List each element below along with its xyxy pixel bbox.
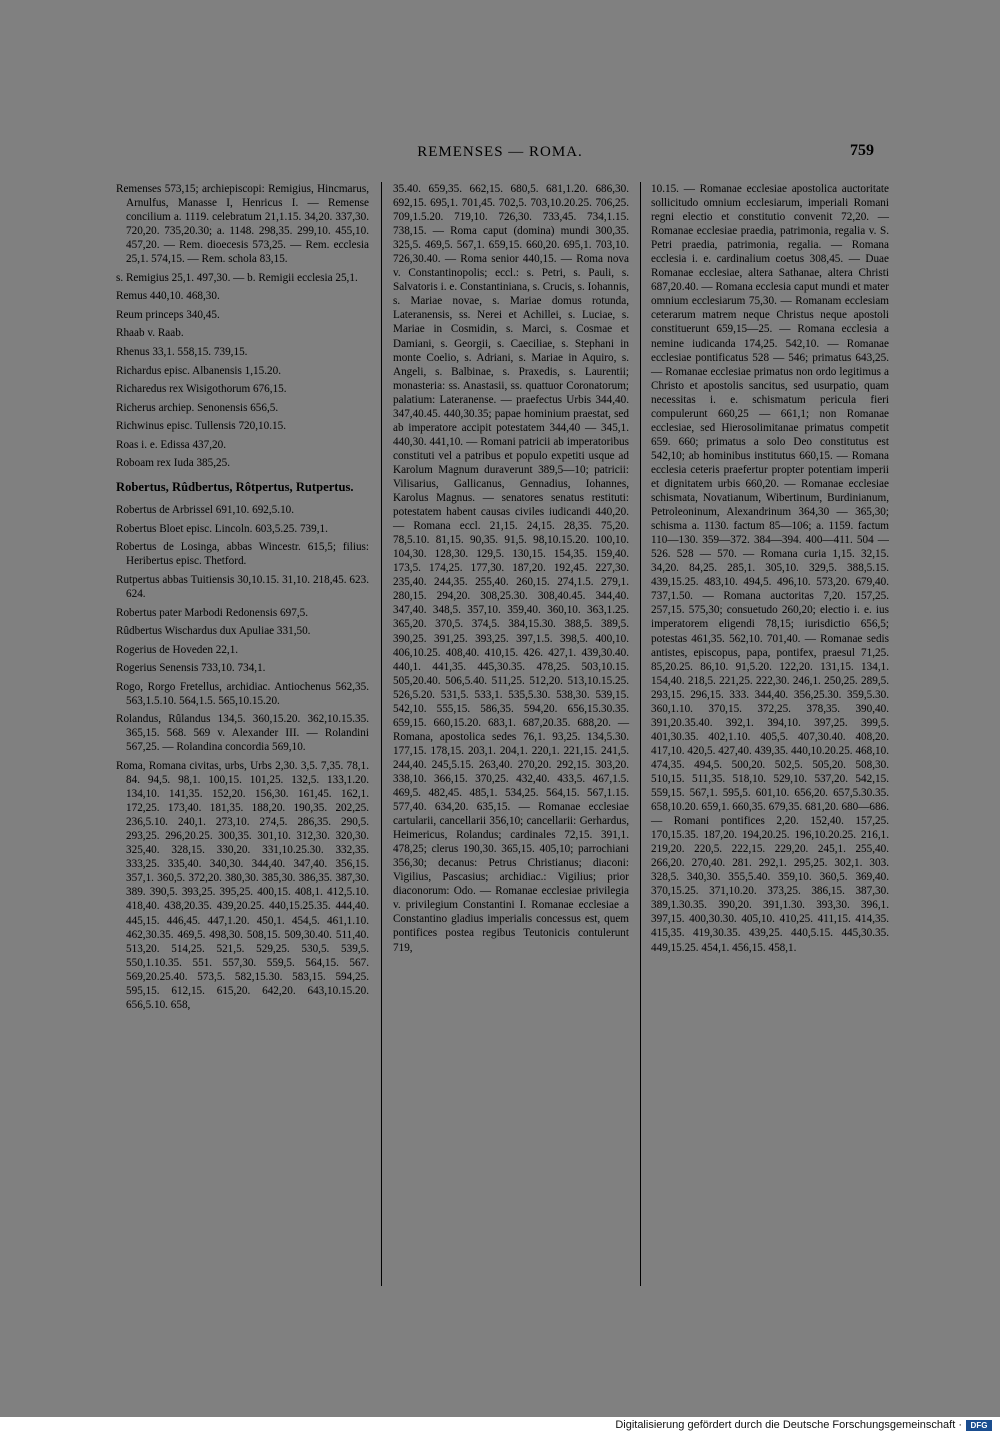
index-entry: Roas i. e. Edissa 437,20. [116,438,227,451]
index-entry: s. Remigius 25,1. 497,30. — b. Remigii ecclesia 25,1. [116,271,358,284]
index-entry: 35.40. 659,35. 662,15. 680,5. 681,1.20. 686,30. 692,15. 695,1. 701,45. 702,5. 703,10.20.25. 706,25. 709,1.5.20. 719,10. 726,30. 733,45. 734,1.15. 738,15. — Roma caput (domina) mundi 300,35. 325,5. 469,5. 567,1. 659,15. 660,20. 695,1. 703,10. 726,30.40. — Roma senior 440,15. — Roma nova v. Constantinopolis; eccl.: s. Petri, s. Pauli, s. Salvatoris i. e. Constantiniana, s. Crucis, s. Iohannis, s. Mariae novae, s. Mariae domus rotunda, Lateranensis, ss. Nerei et Achillei, s. Luciae, s. Mariae in Cosmidin, s. Marci, s. Cosmae et Damiani, s. Georgii, s. Caeciliae, s. Stephani in monte Coelio, s. Adriani, s. Mariae in Aquiro, s. Angeli, s. Balbinae, s. Praxedis, s. Laurentii; monasteria: ss. Anastasii, ss. quattuor Coronatorum; palatium: Lateranense. — praefectus Urbis 344,40. 347,40.45. 440,30.35; papae hominium praestat, sed ab imperatore accipit potestatem 344,40 — 345,1. 440,30. 441,10. — Romani patricii ab imperatoribus constituti vel a patribus et populo expetiti usque ad Karolum Magnum duraverunt 389,5—10; patricii: Vilisarius, Gallicanus, Gennadius, Iohannes, Karolus Magnus. — senatores senatus restituti: potestatem habent causas civiles iudicandi 440,20. — Romana eccl. 21,15. 24,15. 28,35. 75,20. 78,5.10. 81,15. 90,35. 91,5. 98,10.15.20. 100,10. 104,30. 128,30. 129,5. 130,15. 154,35. 159,40. 173,5. 174,25. 177,30. 187,20. 192,45. 227,30. 235,40. 244,35. 255,40. 260,15. 274,1.5. 279,1. 280,15. 294,20. 308,25.30. 308,40.45. 344,40. 347,40. 348,5. 357,10. 359,40. 360,10. 363,1.25. 365,20. 370,5. 374,5. 384,15.30. 388,5. 389,5. 390,25. 391,25. 393,25. 397,1.5. 398,5. 400,10. 406,10.25. 408,40. 410,15. 426. 427,1. 439,30.40. 440,1. 441,35. 445,30.35. 478,25. 503,10.15. 505,20.40. 506,5.40. 511,25. 512,20. 513,10.15.25. 526,5.20. 531,5. 533,1. 535,5.30. 538,30. 539,15. 542,10. 555,15. 586,35. 594,20. 656,15.30.35. 659,15. 660,15.20. 683,1. 687,20.35. 688,20. — Romana, apostolica sedes 76,1. 93,25. 134,5.30. 177,15. 178,15. 203,1. 204,1. 220,1. 221,15. 241,5. 244,40. 245,5.15. 263,40. 270,20. 292,15. 303,20. 338,10. 366,15. 370,25. 432,40. 433,5. 467,1.5. 469,5. 482,45. 485,1. 534,25. 564,15. 567,1.15. 577,40. 634,20. 635,15. — Romanae ecclesiae cartularii, cancellarii 356,10; cancellarii: Gerhardus, Heimericus, Rolandus; cardinales 72,15. 391,1. 478,25; clerus 190,30. 365,15. 405,10; parrochiani 356,30; decanus: Petrus Christianus; diaconi: Vigilius, Pascasius; archidiac.: Vigilius; prior diaconorum: Odo. — Romanae ecclesiae privilegia v. privilegium Constantini I. Romanae ecclesiae a Constantino gladius imperialis concessus est, quem pontifices postea regibus Teutonicis contulerunt 719, [393,183,629,954]
index-heading: Robertus, Rûdbertus, Rôtpertus, Rutpertus. [116,480,354,495]
index-entry: Richwinus episc. Tullensis 720,10.15. [116,420,287,433]
dfg-logo-icon: DFG [966,1420,992,1431]
index-entry: Remenses 573,15; archiepiscopi: Remigius, Hincmarus, Arnulfus, Manasse I, Henricus I. — Remense concilium a. 1119. celebratum 21,1.15. 34,20. 337,30. 720,20. 735,20.30; a. 1148. 298,35. 299,10. 455,10. 457,20. — Rem. dioecesis 573,25. — Rem. ecclesia 25,1. 574,15. — Rem. schola 83,15. [116,183,369,266]
index-entry: Richaredus rex Wisigothorum 676,15. [116,383,287,396]
index-entry: Richardus episc. Albanensis 1,15.20. [116,364,281,377]
index-entry: Rhaab v. Raab. [116,327,184,340]
index-entry: Roboam rex Iuda 385,25. [116,457,231,470]
index-column-middle [393,182,629,955]
index-entry: Rogerius de Hoveden 22,1. [116,643,239,656]
index-entry: 10.15. — Romanae ecclesiae apostolica auctoritate sollicitudo omnium ecclesiarum, imperiali Romani regni electio et constitutio convenit 72,20. — Romanae ecclesiae praedia, patrimonia, regalia v. S. Petri praedia, patrimonia, regalia. — Romana ecclesia i. e. cardinalium coetus 308,45. — Duae Romanae ecclesiae, altera Sathanae, altera Christi 687,20.40. — Romana ecclesia caput mundi et mater omnium ecclesiarum 75,30. — Romanam ecclesiam ceterarum matrem neque Christus neque apostoli constituerunt 659,15—25. — Romana ecclesia a nemine iudicanda 174,25. 542,10. — Romanae ecclesiae pontificatus 528 — 546; primatus 643,25. — Romanae ecclesiae primatus non ordo legitimus a Christo et apostolis sancitus, sed usurpatio, quam necessitas i. e. schismatum pericula fieri compulerunt 660,25 — 661,1; non Romanae ecclesiae, sed Hierosolimitanae primatus competit 659. 660; primatus a solo Deo constitutus est 542,10; ab hominibus institutus 660,15. — Romana ecclesia ceteris praefertur propter potentiam imperii et dignitatem urbis 660,20. — Romanae ecclesiae schismata, Novatianum, Wibertinum, Burdinianum, Petroleoninum, Alexandrinum 364,30 — 365,30; schisma a. 1130. factum 85—106; a. 1159. factum 110—130. 359—372. 384—394. 400—411. 504 — 526. 528 — 570. — Romana curia 1,15. 32,15. 34,20. 84,25. 285,1. 305,10. 329,5. 388,5.15. 439,15.25. 483,10. 494,5. 496,10. 573,20. 679,40. 737,1.50. — Romana auctoritas 7,20. 157,25. 257,15. 575,30; consuetudo 260,20; electio i. e. ius imperatorem eligendi 78,15; iurisdictio 656,5; potestas 461,35. 562,10. 701,40. — Romanae sedis antistes, episcopus, papa, pontifex, praesul 71,25. 85,20.25. 86,10. 91,5.20. 122,20. 131,15. 134,1. 154,40. 218,5. 221,25. 222,30. 246,1. 250,25. 289,5. 293,15. 296,15. 333. 344,40. 356,25.30. 359,5.30. 360,1.10. 370,15. 372,25. 378,35. 390,40. 391,20.35.40. 392,1. 394,10. 397,25. 399,5. 401,30.35. 402,1.10. 405,5. 407,30.40. 408,20. 417,10. 420,5. 427,40. 439,35. 440,10.20.25. 468,10. 474,35. 494,5. 500,20. 502,5. 505,20. 508,30. 510,15. 511,35. 518,10. 529,10. 537,20. 542,15. 559,15. 567,1. 595,5. 601,10. 656,20. 657,5.30.35. 658,10.20. 659,1. 660,35. 679,35. 681,20. 680—686. — Romani pontifices 2,20. 152,40. 157,25. 170,15.35. 187,20. 194,20.25. 196,10.20.25. 216,1. 219,20. 220,5. 222,15. 229,20. 245,1. 255,40. 266,20. 270,40. 281. 292,1. 295,25. 302,1. 303. 328,5. 340,30. 355,5.40. 359,10. 360,5. 369,40. 370,15.25. 371,10.20. 373,25. 386,15. 387,30. 389,1.30.35. 390,20. 391,1.30. 393,30. 396,1. 397,15. 400,30.30. 405,10. 410,25. 411,15. 414,35. 415,35. 419,30.35. 439,25. 440,5.15. 445,30.35. 449,15.25. 454,1. 456,15. 458,1. [651,183,889,954]
index-column-left [116,182,369,1016]
digitization-footer [0,1417,1000,1434]
column-divider [381,182,382,1286]
index-entry: Robertus de Losinga, abbas Wincestr. 615,5; filius: Heribertus episc. Thetford. [116,541,369,568]
index-entry: Richerus archiep. Senonensis 656,5. [116,401,279,414]
index-column-right [651,182,889,955]
index-entry: Robertus pater Marbodi Redonensis 697,5. [116,606,309,619]
footer-credit: Digitalisierung gefördert durch die Deutsche Forschungsgemeinschaft · [615,1419,962,1431]
index-entry: Rogo, Rorgo Fretellus, archidiac. Antiochenus 562,35. 563,1.5.10. 564,1.5. 565,10.15.20. [116,680,369,707]
index-entry: Remus 440,10. 468,30. [116,290,220,303]
index-entry: Rhenus 33,1. 558,15. 739,15. [116,345,248,358]
column-divider [640,182,641,1286]
index-entry: Rûdbertus Wischardus dux Apuliae 331,50. [116,625,311,638]
index-entry: Roma, Romana civitas, urbs, Urbs 2,30. 3,5. 7,35. 78,1. 84. 94,5. 98,1. 100,15. 101,25. 132,5. 133,1.20. 134,10. 141,35. 152,20. 156,30. 161,45. 162,1. 172,25. 173,40. 181,35. 188,20. 190,35. 202,25. 236,5.10. 240,1. 273,10. 274,5. 286,35. 290,5. 293,25. 296,20.25. 300,35. 301,10. 312,30. 320,30. 325,40. 328,15. 330,20. 331,10.25.30. 332,35. 333,25. 335,40. 340,30. 344,40. 347,40. 356,15. 357,1. 360,5. 372,20. 380,30. 385,30. 386,35. 387,30. 389. 390,5. 393,25. 395,25. 400,15. 408,1. 412,5.10. 418,40. 438,20.35. 439,20.25. 440,15.25.35. 444,40. 445,15. 446,45. 447,1.20. 450,1. 454,5. 461,1.10. 462,30.35. 469,5. 498,30. 508,15. 509,30.40. 511,40. 513,20. 514,25. 521,5. 529,25. 530,5. 539,5. 550,1.10.35. 551. 557,30. 559,5. 564,15. 567. 569,20.25.40. 573,5. 582,15.30. 583,15. 594,25. 595,15. 612,15. 615,20. 642,20. 643,10.15.20. 656,5.10. 658, [116,760,369,1011]
index-entry: Robertus Bloet episc. Lincoln. 603,5.25. 739,1. [116,522,328,535]
index-entry: Rogerius Senensis 733,10. 734,1. [116,662,266,675]
index-entry: Robertus de Arbrissel 691,10. 692,5.10. [116,504,295,517]
page-number: 759 [850,142,874,159]
running-header: REMENSES — ROMA. [417,144,583,160]
index-entry: Rutpertus abbas Tuitiensis 30,10.15. 31,10. 218,45. 623. 624. [116,573,369,601]
index-entry: Rolandus, Rûlandus 134,5. 360,15.20. 362,10.15.35. 365,15. 568. 569 v. Alexander III. — Rolandini 567,25. — Rolandina concordia 569,10. [116,713,369,754]
index-entry: Reum princeps 340,45. [116,308,220,321]
